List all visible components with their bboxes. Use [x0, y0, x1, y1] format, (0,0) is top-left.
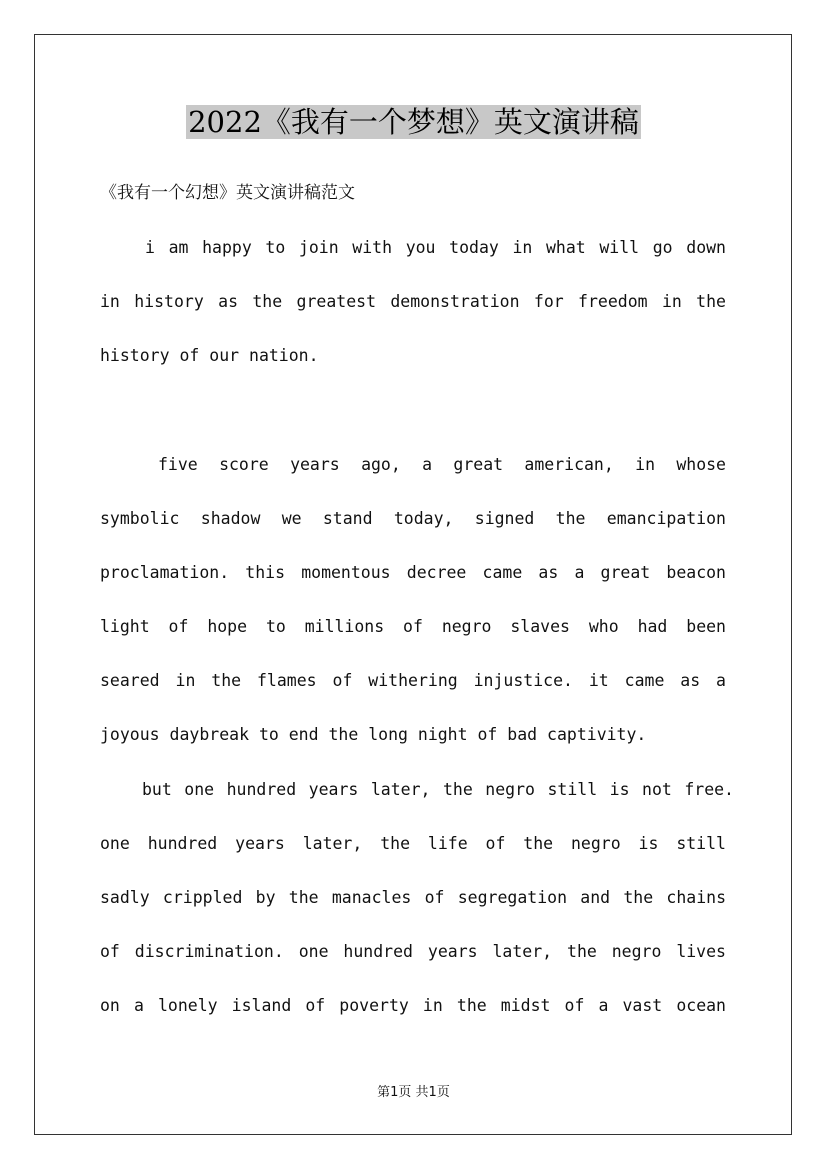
page-footer: 第1页 共1页: [377, 1085, 450, 1100]
paragraph-2-line-6: joyous daybreak to end the long night of bad captivity.: [100, 725, 647, 744]
document-subtitle: 《我有一个幻想》英文演讲稿范文: [100, 183, 355, 203]
paragraph-1-line-2: in history as the greatest demonstration for freedom in the: [100, 292, 726, 311]
document-title: [0, 100, 827, 144]
paragraph-2-line-5: seared in the flames of withering injustice. it came as a: [100, 671, 726, 690]
paragraph-2-line-1: five score years ago, a great american, in whose: [158, 455, 726, 474]
paragraph-3-line-1: but one hundred years later, the negro still is not free.: [142, 780, 734, 799]
paragraph-2-line-4: light of hope to millions of negro slaves who had been: [100, 617, 726, 636]
paragraph-2-line-2: symbolic shadow we stand today, signed the emancipation: [100, 509, 726, 528]
document-title-text: 2022《我有一个梦想》英文演讲稿: [188, 105, 639, 139]
paragraph-3-line-2: one hundred years later, the life of the negro is still: [100, 834, 726, 853]
paragraph-1-line-1: i am happy to join with you today in what will go down: [145, 238, 726, 257]
paragraph-3-line-5: on a lonely island of poverty in the midst of a vast ocean: [100, 996, 726, 1015]
paragraph-1-line-3: history of our nation.: [100, 346, 319, 365]
paragraph-3-line-4: of discrimination. one hundred years later, the negro lives: [100, 942, 726, 961]
paragraph-3-line-3: sadly crippled by the manacles of segregation and the chains: [100, 888, 726, 907]
paragraph-2-line-3: proclamation. this momentous decree came as a great beacon: [100, 563, 726, 582]
